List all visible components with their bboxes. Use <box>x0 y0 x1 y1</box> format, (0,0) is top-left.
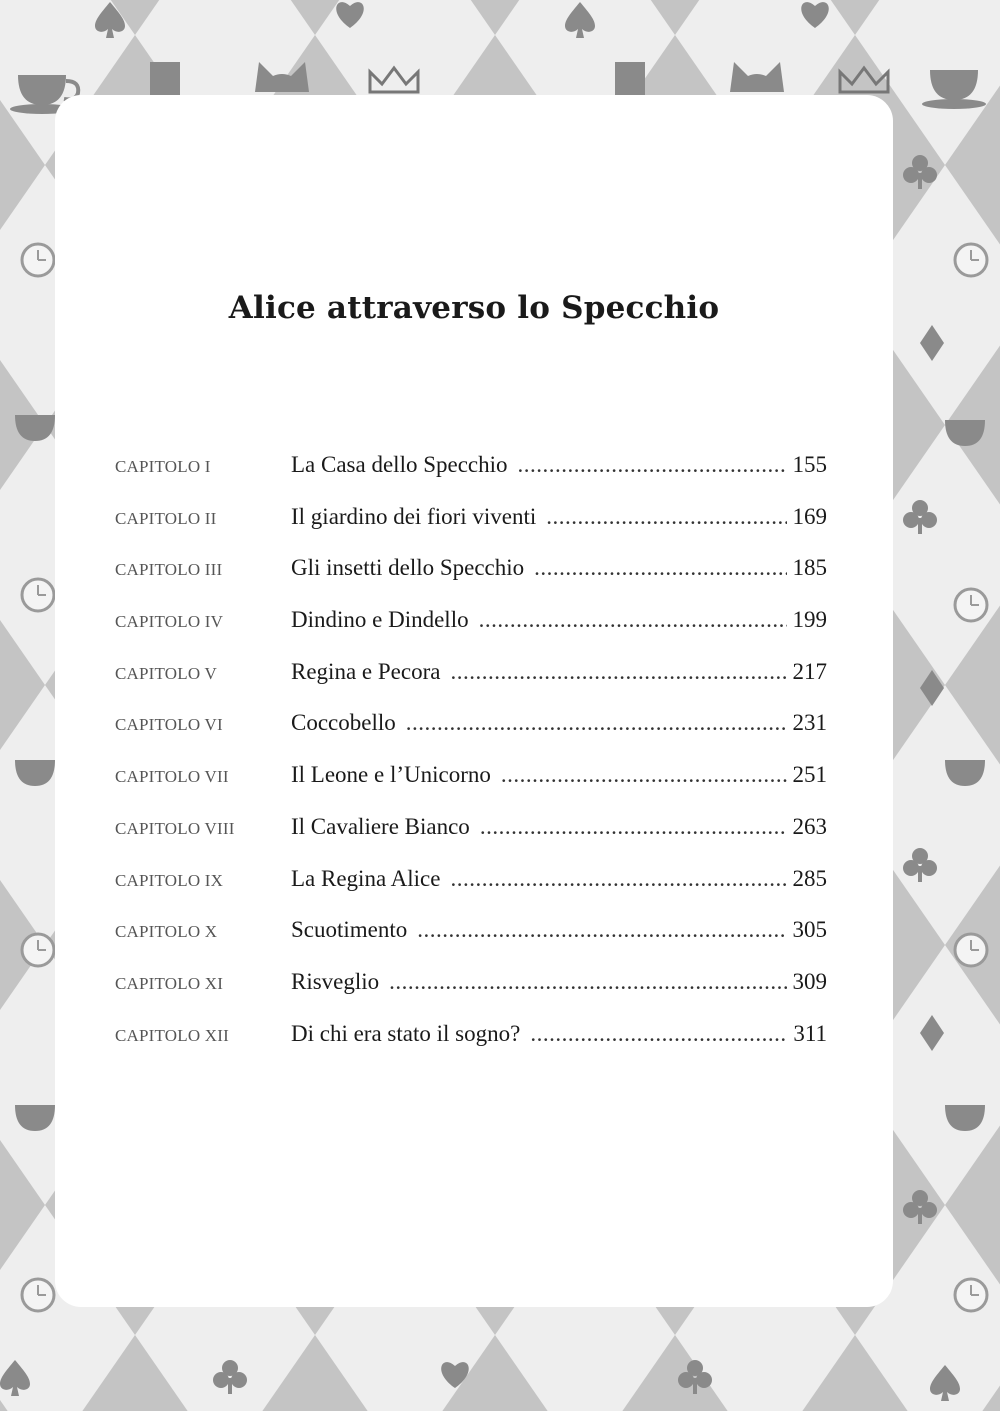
chapter-label: CAPITOLO VI <box>115 715 223 735</box>
page-number: 199 <box>792 607 827 633</box>
chapter-title: Coccobello <box>291 710 396 736</box>
chapter-label: CAPITOLO VII <box>115 767 229 787</box>
pocket-watch-icon <box>955 244 987 276</box>
chapter-title: La Regina Alice <box>291 865 441 891</box>
toc-entry[interactable] <box>115 969 827 1021</box>
toc-entry[interactable] <box>115 917 827 969</box>
toc-entry[interactable] <box>115 866 827 918</box>
chapter-entry <box>291 452 827 478</box>
chapter-label: CAPITOLO IV <box>115 612 224 632</box>
chapter-title: Il Cavaliere Bianco <box>291 813 470 839</box>
toc-entry[interactable] <box>115 710 827 762</box>
chapter-label: CAPITOLO II <box>115 508 217 528</box>
dot-leader <box>417 917 786 943</box>
page-number: 217 <box>792 658 827 684</box>
toc-entry[interactable] <box>115 814 827 866</box>
dot-leader <box>389 969 786 995</box>
dot-leader <box>450 866 786 892</box>
dot-leader <box>406 710 787 736</box>
chapter-title: Scuotimento <box>291 917 408 943</box>
page-number: 305 <box>792 917 827 943</box>
chapter-label: CAPITOLO XI <box>115 973 224 993</box>
toc-entry[interactable] <box>115 607 827 659</box>
book-title: Alice attraverso lo Specchio <box>228 290 720 326</box>
chapter-label: CAPITOLO XII <box>115 1025 229 1045</box>
chapter-entry <box>291 866 827 892</box>
chapter-title: Regina e Pecora <box>291 658 441 684</box>
chapter-entry <box>291 814 827 840</box>
page-number: 169 <box>792 503 827 529</box>
pocket-watch-icon <box>955 1279 987 1311</box>
toc-entry[interactable] <box>115 1021 827 1073</box>
chapter-entry <box>291 607 827 633</box>
toc-entry[interactable] <box>115 452 827 504</box>
table-of-contents <box>115 452 827 1072</box>
toc-entry[interactable] <box>115 555 827 607</box>
pocket-watch-icon <box>22 934 54 966</box>
chapter-label: CAPITOLO IX <box>115 870 224 890</box>
chapter-title: Il giardino dei fiori viventi <box>291 503 537 529</box>
chapter-label: CAPITOLO III <box>115 560 223 580</box>
chapter-entry <box>291 1021 827 1047</box>
toc-entry[interactable] <box>115 504 827 556</box>
chapter-title: Il Leone e l’Unicorno <box>291 762 491 788</box>
dot-leader <box>479 607 787 633</box>
chapter-entry <box>291 969 827 995</box>
page-number: 311 <box>793 1020 827 1046</box>
chapter-title: Dindino e Dindello <box>291 607 469 633</box>
chapter-title: La Casa dello Specchio <box>291 452 508 477</box>
dot-leader <box>450 659 786 685</box>
chapter-label: CAPITOLO V <box>115 663 217 683</box>
toc-entry[interactable] <box>115 762 827 814</box>
dot-leader <box>480 814 787 840</box>
page-number: 285 <box>792 865 827 891</box>
chapter-title: Risveglio <box>291 968 380 994</box>
card-icon <box>615 62 645 98</box>
chapter-label: CAPITOLO VIII <box>115 818 235 838</box>
pocket-watch-icon <box>22 579 54 611</box>
chapter-entry <box>291 917 827 943</box>
page-number: 309 <box>792 968 827 994</box>
page-number: 251 <box>792 762 827 788</box>
chapter-title: Di chi era stato il sogno? <box>291 1020 521 1046</box>
card-icon <box>150 62 180 98</box>
chapter-entry <box>291 555 827 581</box>
chapter-title: Gli insetti dello Specchio <box>291 555 525 581</box>
page-number: 263 <box>792 813 827 839</box>
pocket-watch-icon <box>22 1279 54 1311</box>
chapter-label: CAPITOLO X <box>115 922 218 942</box>
pocket-watch-icon <box>955 589 987 621</box>
toc-entry[interactable] <box>115 659 827 711</box>
chapter-entry <box>291 762 827 788</box>
dot-leader <box>501 762 787 788</box>
page-number: 231 <box>792 710 827 736</box>
chapter-entry <box>291 504 827 530</box>
page-number: 155 <box>792 452 827 477</box>
pocket-watch-icon <box>955 934 987 966</box>
dot-leader <box>530 1021 787 1047</box>
dot-leader <box>534 555 786 581</box>
pocket-watch-icon <box>22 244 54 276</box>
chapter-entry <box>291 659 827 685</box>
page-number: 185 <box>792 555 827 581</box>
dot-leader <box>546 504 786 530</box>
chapter-label: CAPITOLO I <box>115 457 211 476</box>
chapter-entry <box>291 710 827 736</box>
dot-leader <box>518 452 787 478</box>
